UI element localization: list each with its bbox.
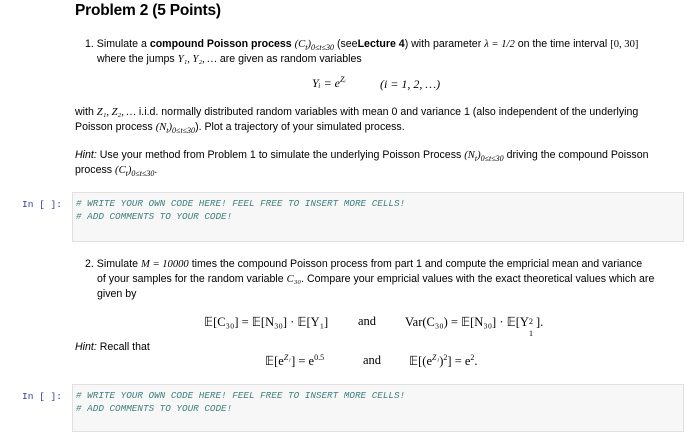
text: with: [75, 106, 94, 118]
eq-sup: 2: [443, 352, 448, 362]
text: Use your method from Problem 1 to simulate the underlying Poisson Process: [99, 149, 462, 161]
interval: [0, 30]: [610, 39, 639, 50]
code-comment: # WRITE YOUR OWN CODE HERE! FEEL FREE TO INSERT MORE CELLS!: [76, 198, 406, 209]
text: ). Plot a trajectory of your simulated process.: [195, 121, 405, 133]
lambda-param: λ = 1/2: [484, 39, 515, 50]
equation-y: [312, 76, 346, 91]
text: of your samples for the random variable: [97, 273, 284, 285]
text: ) with parameter: [404, 38, 482, 50]
hint-label: Hint:: [75, 149, 97, 161]
text: .: [154, 164, 158, 176]
problem-title: Problem 2 (5 Points): [75, 2, 221, 19]
eq-sup: Z₁: [432, 352, 440, 362]
code-comment: # ADD COMMENTS TO YOUR CODE!: [76, 211, 233, 222]
equation-hint-left: [265, 353, 324, 369]
eq-part: ] = e: [447, 354, 471, 368]
equation-cond: (i = 1, 2, …): [380, 77, 441, 91]
eq-part: .: [474, 354, 478, 368]
eq-part: Var(C₃₀) = 𝔼[N₃₀] · 𝔼[Y: [405, 315, 529, 329]
bold-term: compound Poisson process: [149, 38, 292, 50]
equation-var: Var(C₃₀) = 𝔼[N₃₀] · 𝔼[Y 2 1 ].: [405, 315, 544, 338]
text: on the time interval: [517, 38, 608, 50]
process-c: $(C_t)_{0\le t\le 30}$: [294, 39, 335, 53]
text: where the jumps: [97, 53, 175, 65]
cell-1-prompt: In [ ]:: [22, 199, 62, 210]
task-number: 2.: [85, 258, 94, 270]
text: i.i.d. normally distributed random variables with mean 0 and variance 1 (also independent of the underlying: [138, 106, 639, 118]
equation-mean: 𝔼[C₃₀] = 𝔼[N₃₀] · 𝔼[Y₁]: [204, 315, 329, 329]
eq-exp: Zᵢ: [340, 75, 346, 84]
m-value: M = 10000: [140, 259, 189, 270]
text: are given as random variables: [219, 53, 362, 65]
task-1-line-1: [85, 37, 638, 52]
text: . Compare your empricial values with the exact theoretical values which are: [301, 273, 655, 285]
lecture-ref: Lecture 4: [357, 38, 405, 50]
eq-part: ] = e: [291, 354, 315, 368]
code-comment: # ADD COMMENTS TO YOUR CODE!: [76, 403, 233, 414]
para-2-line-1: [75, 105, 638, 120]
eq-part: 𝔼[e: [265, 354, 284, 368]
task-2-line-3: given by: [97, 288, 137, 300]
eq-sup: Z₁: [283, 352, 292, 362]
equation-and: and: [363, 353, 382, 367]
text: (see: [336, 38, 358, 50]
code-cell-2[interactable]: [72, 384, 684, 432]
code-comment: # WRITE YOUR OWN CODE HERE! FEEL FREE TO INSERT MORE CELLS!: [76, 390, 406, 401]
task-2-line-1: [85, 257, 642, 272]
task-2-line-2: [97, 272, 654, 287]
task-number: 1.: [85, 38, 94, 50]
process-c: $(C_t)_{0\le t\le 30}$: [115, 165, 155, 179]
eq-part: ].: [535, 315, 544, 329]
hint-2: [75, 340, 150, 355]
equation-hint-right: [409, 353, 478, 369]
c30: C₃₀: [286, 274, 302, 285]
code-cell-1[interactable]: [72, 192, 684, 242]
text: Poisson process: [75, 121, 153, 133]
text: times the compound Poisson process from part 1 and compute the empricial mean and variance: [191, 258, 643, 270]
text: driving the compound Poisson: [506, 149, 649, 161]
text: process: [75, 164, 113, 176]
para-2-line-2: [75, 120, 405, 135]
process-n: $(N_t)_{0\le t\le 30}$: [155, 122, 196, 136]
eq-part: 𝔼[(e: [409, 354, 432, 368]
hint-label: Hint:: [75, 341, 97, 353]
eq-sup: 2: [470, 352, 475, 362]
equation-and: and: [358, 314, 377, 328]
eq-lhs: Yᵢ = e: [312, 76, 340, 90]
task-1-line-2: [97, 52, 362, 67]
hint-1-line-1: [75, 148, 649, 163]
cell-2-prompt: In [ ]:: [22, 391, 62, 402]
hint-1-line-2: [75, 163, 157, 178]
process-n: $(N_t)_{0\le t\le 30}$: [464, 150, 504, 164]
text: Recall that: [99, 341, 150, 353]
jumps: Y₁, Y₂, …: [177, 54, 217, 65]
eq-part: ): [439, 354, 444, 368]
text: Simulate: [96, 258, 139, 270]
eq-sup: 0.5: [314, 352, 325, 362]
text: Simulate a: [96, 38, 147, 50]
z-vars: Z₁, Z₂, …: [96, 107, 136, 118]
